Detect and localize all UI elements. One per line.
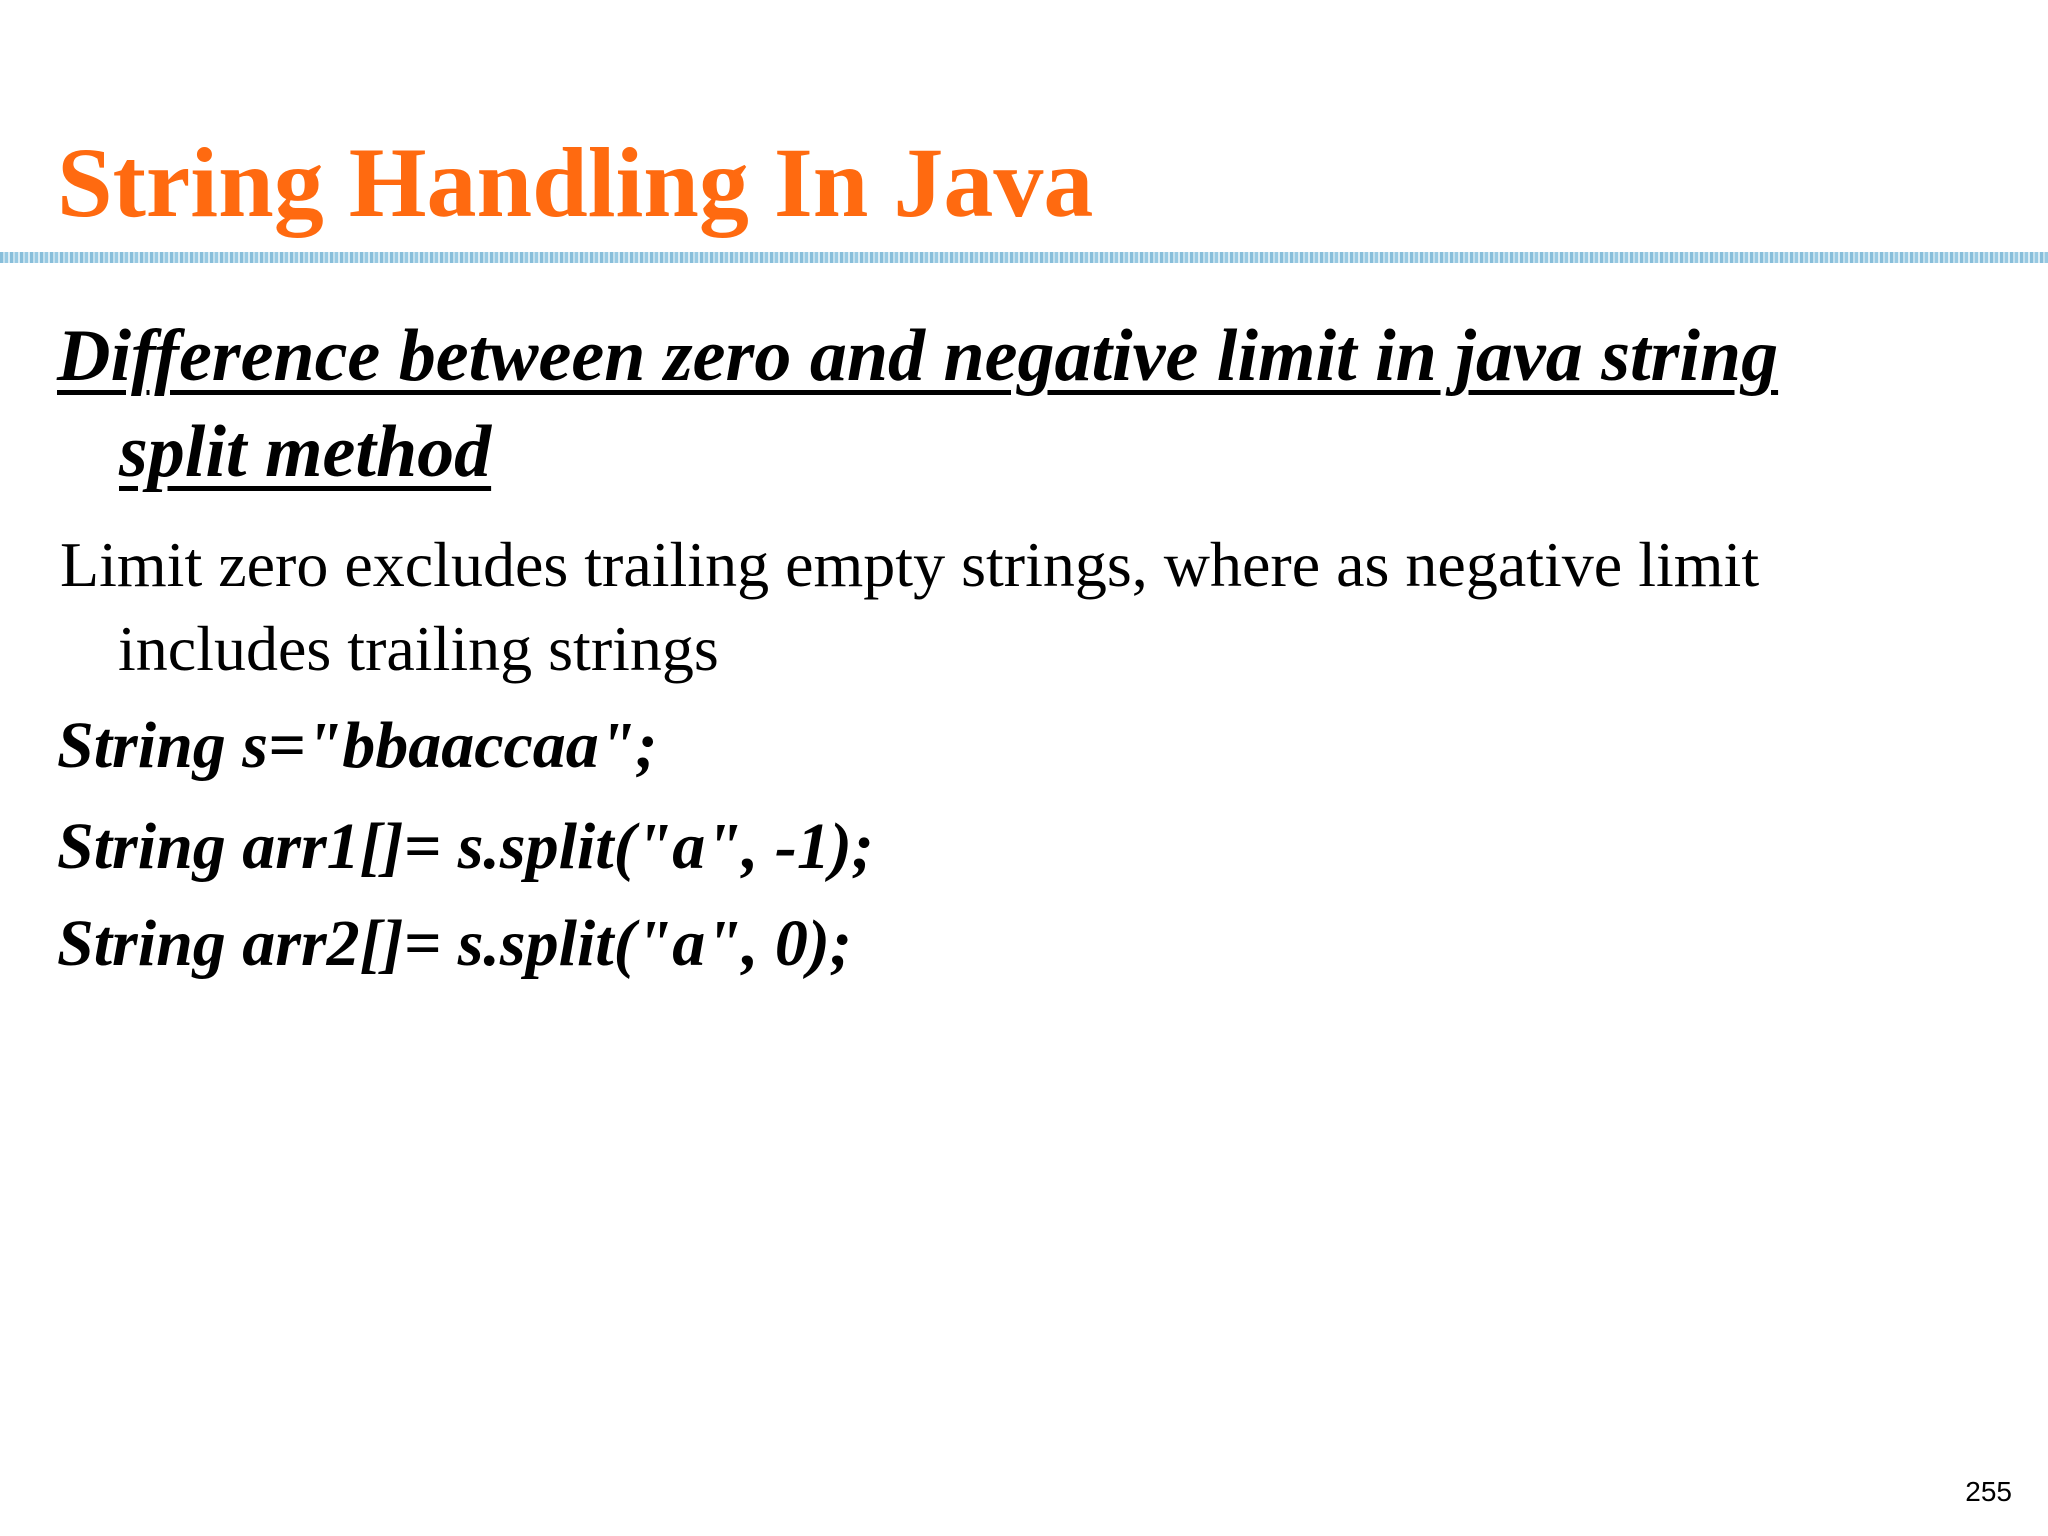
subheading	[57, 308, 1957, 500]
subheading-line-2: split method	[119, 411, 492, 493]
body-text-line-1: Limit zero excludes trailing empty strings, where as negative limit	[60, 529, 1760, 600]
body-text-line-2: includes trailing strings	[118, 613, 719, 684]
subheading-line-1: Difference between zero and negative limit in java string	[57, 315, 1779, 397]
code-line: String arr2[]= s.split("a", 0);	[57, 907, 852, 980]
slide-title: String Handling In Java	[57, 127, 1094, 238]
page-number: 255	[1965, 1476, 2012, 1507]
code-line: String arr1[]= s.split("a", -1);	[57, 810, 874, 883]
body-text	[60, 523, 1960, 691]
code-line: String s="bbaaccaa";	[57, 709, 658, 782]
title-divider	[0, 252, 2048, 263]
